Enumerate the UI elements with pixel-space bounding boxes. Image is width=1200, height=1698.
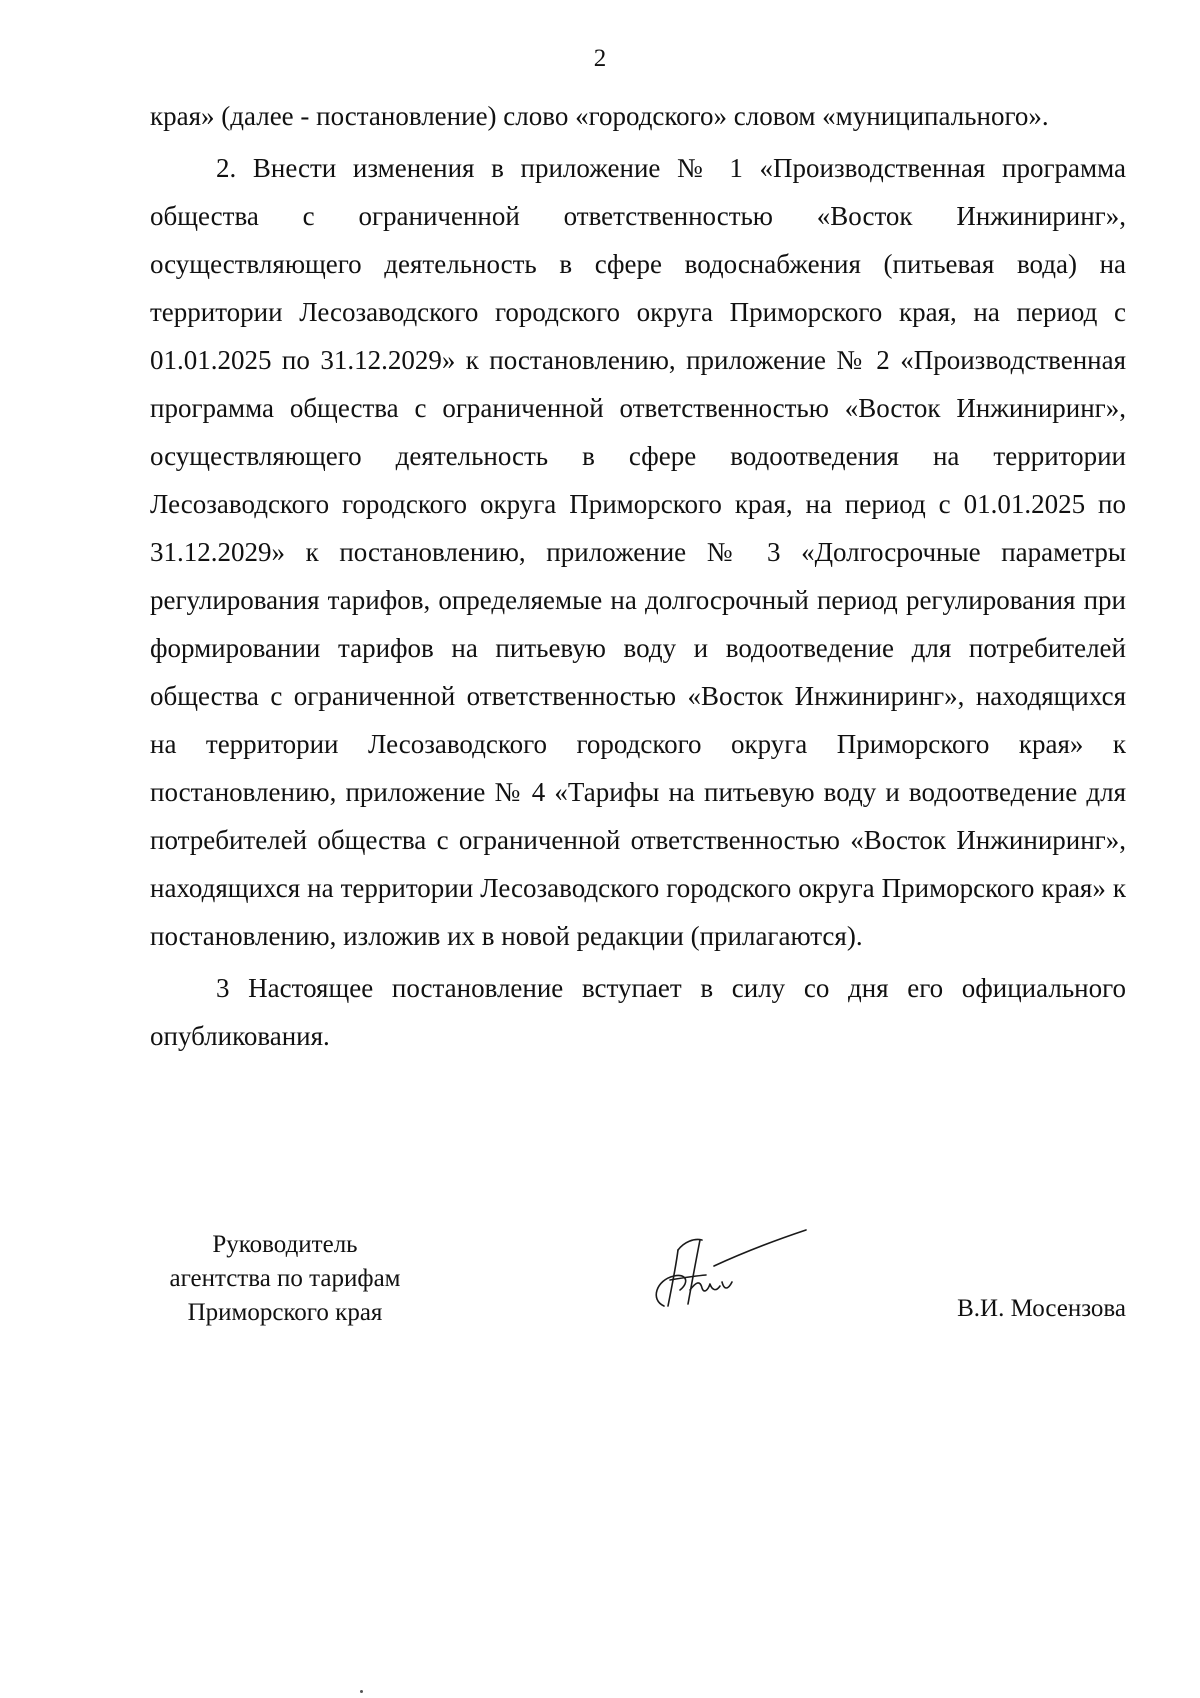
page-number: 2 (593, 45, 607, 72)
scan-speck (360, 1690, 363, 1693)
signatory-title (150, 1228, 420, 1330)
paragraph-item-2: 2. Внести изменения в приложение № 1 «Производственная программа общества с ограниченной ответственностью «Восток Инжиниринг», осуществляющего деятельность в сфере водоснабжения (питьевая вода) на территории Лесозаводского городского округа Приморского края, на период с 01.01.2025 по 31.12.2029» к постановлению, приложение № 2 «Производственная программа общества с ограниченной ответственностью «Восток Инжиниринг», осуществляющего деятельность в сфере водоотведения на территории Лесозаводского городского округа Приморского края, на период с 01.01.2025 по 31.12.2029» к постановлению, приложение № 3 «Долгосрочные параметры регулирования тарифов, определяемые на долгосрочный период регулирования при формировании тарифов на питьевую воду и водоотведение для потребителей общества с ограниченной ответственностью «Восток Инжиниринг», находящихся на территории Лесозаводского городского округа Приморского края» к постановлению, приложение № 4 «Тарифы на питьевую воду и водоотведение для потребителей общества с ограниченной ответственностью «Восток Инжиниринг», находящихся на территории Лесозаводского городского округа Приморского края» к постановлению, изложив их в новой редакции (прилагаются). (150, 153, 1126, 951)
signatory-name: В.И. Мосензова (957, 1295, 1126, 1322)
signature-block (150, 1228, 1126, 1348)
document-body (150, 92, 1126, 1060)
signatory-title-line: Руководитель (212, 1231, 358, 1258)
handwritten-signature (630, 1220, 810, 1320)
paragraph-item-3: 3 Настоящее постановление вступает в силу со дня его официального опубликования. (150, 973, 1126, 1051)
paragraph-continuation: края» (далее - постановление) слово «городского» словом «муниципального». (150, 101, 1049, 131)
signatory-title-line: Приморского края (187, 1299, 383, 1326)
signatory-title-line: агентства по тарифам (169, 1265, 401, 1292)
